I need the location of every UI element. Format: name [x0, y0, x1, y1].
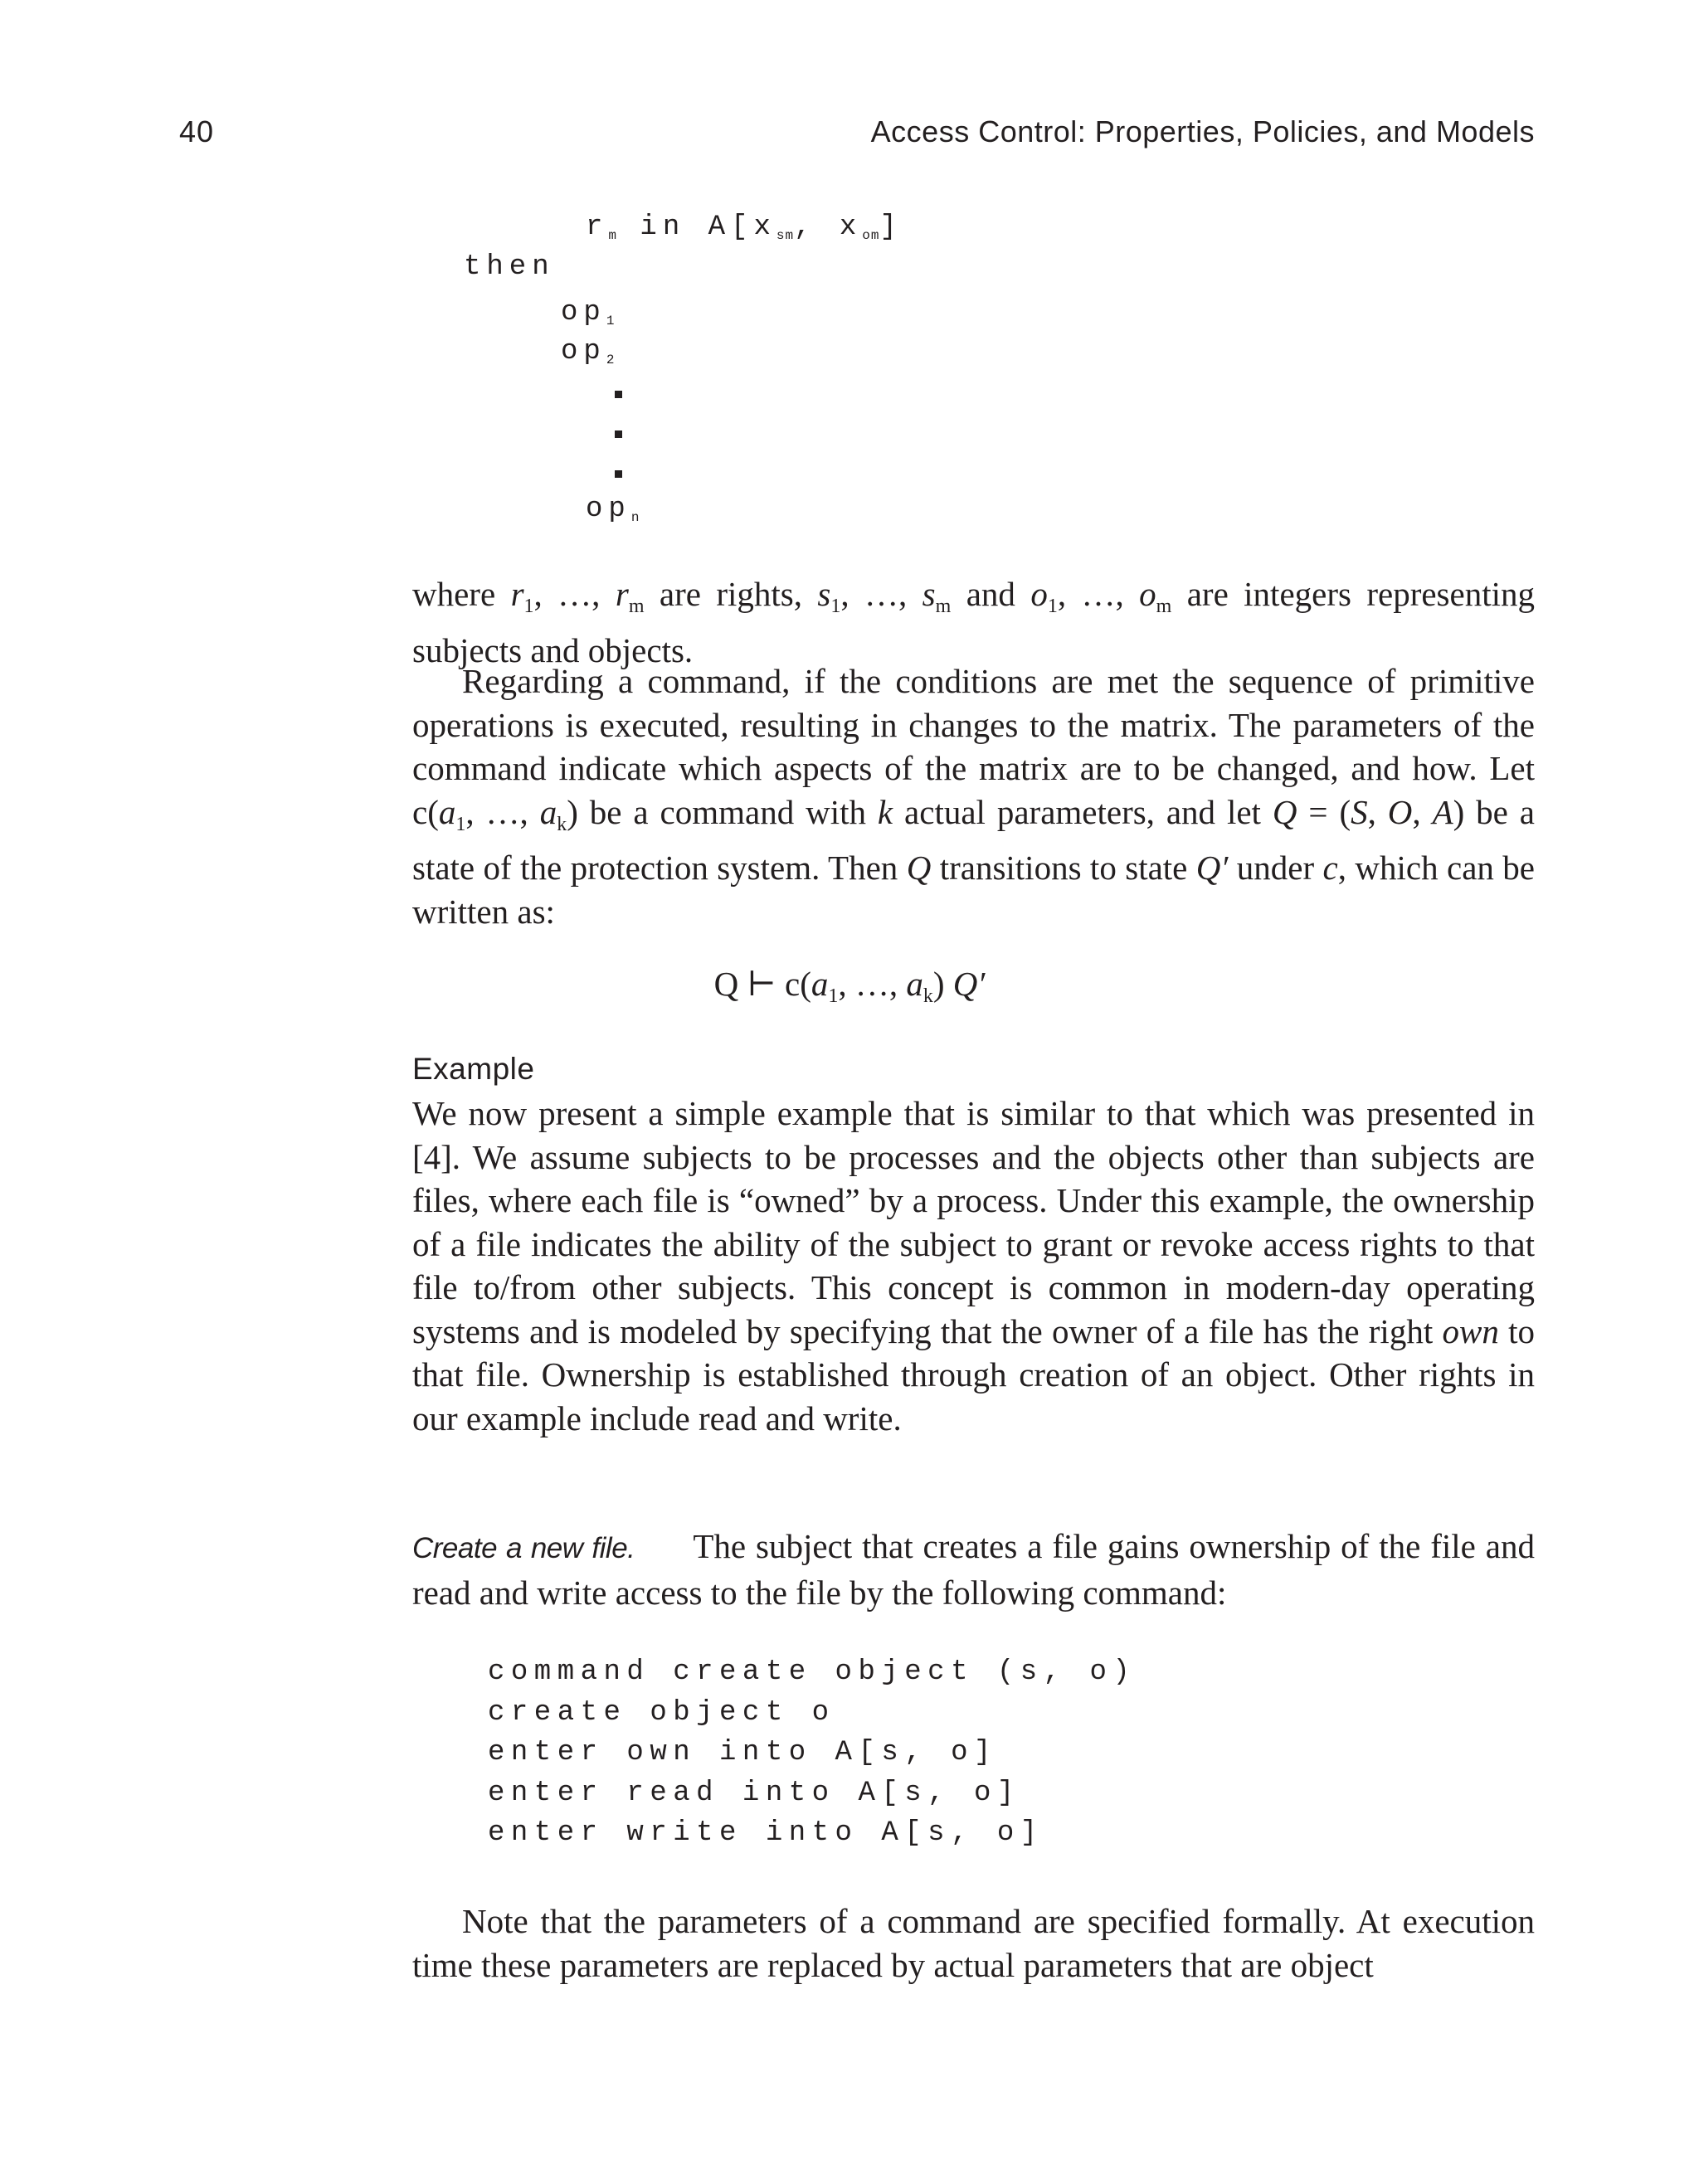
code-listing — [488, 1652, 1136, 1854]
paragraph-example: We now present a simple example that is similar to that which was presented in [4]. We assume subjects to be processes and the objects other than subjects are files, where each file is “owned” by a process. Under this example, the ownership of a file indicates the ability of the subject to grant or revoke access rights to that file to/from other subjects. This concept is common in modern-day operating systems and is modeled by specifying that the owner of a file has the right own to that file. Ownership is established through creation of an object. Other rights in our example include read and write. — [412, 1094, 1535, 1437]
operation-n: $op_n$ — [586, 494, 640, 525]
ellipsis-dot — [615, 391, 622, 398]
operation-1: $op_1$ — [561, 297, 616, 328]
then-keyword: then — [464, 251, 555, 283]
paragraph-regarding: Regarding a command, if the conditions are met the sequence of primitive operations is executed, resulting in changes to the matrix. The parameters of the command indicate which aspects of the matrix are to be changed, and how. Let $c(a_1$, …, $a_k$) be a command with k actual parameters, and let Q = (S, O, A) be a state of the protection system. Then Q transitions to state Q′ under c, which can be written as: — [412, 662, 1535, 931]
right-var: r — [586, 212, 609, 243]
code-line: command create object (s, o) — [488, 1656, 1137, 1688]
runin-heading: Create a new file. — [412, 1532, 635, 1564]
running-title: Access Control: Properties, Policies, and Models — [870, 114, 1535, 148]
page-number: 40 — [179, 114, 215, 148]
paragraph-note: Note that the parameters of a command are specified formally. At execution time these parameters are replaced by actual parameters that are object — [412, 1902, 1535, 1984]
section-heading-example: Example — [412, 1052, 535, 1086]
code-line: enter own into A[s, o] — [488, 1737, 997, 1768]
transition-formula: Q ⊢ $c(a_1$, …, $a_k$) Q′ — [713, 965, 986, 1007]
paragraph-where: where $r_1$, …, $r_m$ are rights, $s_1$, …, $s_m$ and $o_1$, …, $o_m$ are integers representing subjects and objects. — [412, 575, 1535, 669]
paragraph-create-file: Create a new file. The subject that creates a file gains ownership of the file and read and write access to the file by the following command: — [412, 1527, 1535, 1612]
operation-2: $op_2$ — [561, 336, 616, 367]
ellipsis-dot — [615, 430, 622, 438]
ellipsis-dot — [615, 470, 622, 478]
code-line: enter write into A[s, o] — [488, 1817, 1044, 1849]
code-line: create object o — [488, 1696, 835, 1729]
condition-line: $r_m$ in $A[x_{sm}$, $x_{om}$] — [586, 212, 903, 243]
page-header — [0, 114, 1699, 156]
in-keyword: in — [640, 212, 686, 243]
code-line: enter read into A[s, o] — [488, 1777, 1020, 1809]
